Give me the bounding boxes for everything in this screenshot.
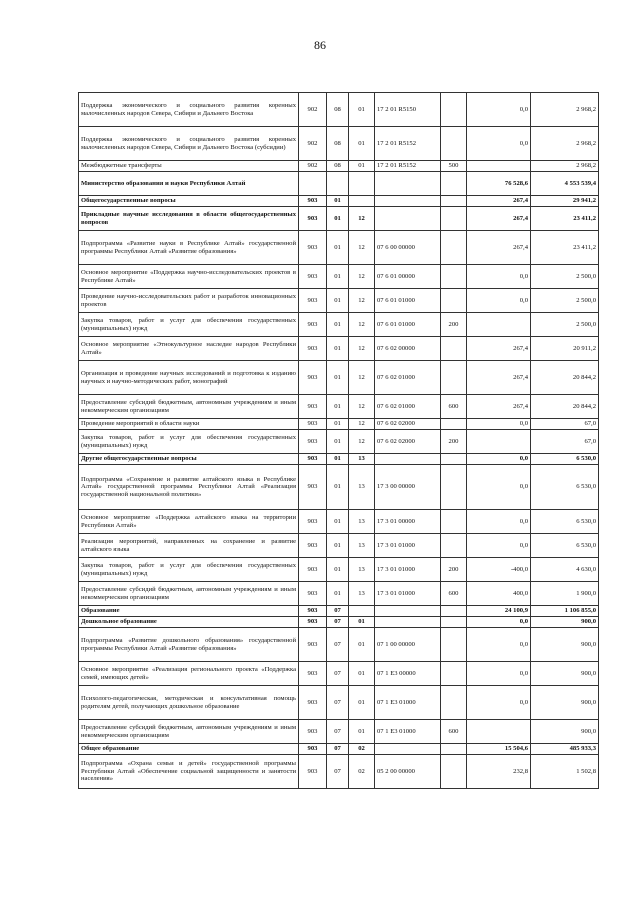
table-row [79,534,599,558]
table-row [79,510,599,534]
ministry-code: 903 [299,430,327,454]
ministry-code: 903 [299,582,327,606]
total-amount: 2 500,0 [531,265,599,289]
subsection-code: 13 [349,510,375,534]
target-article-code: 07 6 02 02000 [375,419,441,430]
expense-type-code [441,127,467,161]
row-name: Закупка товаров, работ и услуг для обеспечения государственных (муниципальных) нужд [79,558,299,582]
table-row [79,207,599,231]
subsection-code: 12 [349,313,375,337]
change-amount: -400,0 [467,558,531,582]
section-code: 08 [327,93,349,127]
row-name: Подпрограмма «Развитие науки в Республике Алтай» государственной программы Республики Алтай «Развитие образования» [79,231,299,265]
subsection-code: 12 [349,231,375,265]
expense-type-code [441,207,467,231]
section-code: 01 [327,289,349,313]
table-row [79,454,599,465]
ministry-code: 903 [299,686,327,720]
subsection-code: 12 [349,265,375,289]
total-amount: 900,0 [531,720,599,744]
expense-type-code [441,93,467,127]
subsection-code: 12 [349,289,375,313]
section-code: 08 [327,161,349,172]
row-name: Образование [79,606,299,617]
total-amount: 2 500,0 [531,313,599,337]
ministry-code: 903 [299,207,327,231]
ministry-code: 903 [299,265,327,289]
table-row [79,617,599,628]
row-name: Основное мероприятие «Этнокультурное наследие народов Республики Алтай» [79,337,299,361]
row-name: Проведение научно-исследовательских работ и разработок инновационных проектов [79,289,299,313]
total-amount: 23 411,2 [531,231,599,265]
row-name: Межбюджетные трансферты [79,161,299,172]
ministry-code: 902 [299,93,327,127]
expense-type-code: 200 [441,558,467,582]
row-name: Общегосударственные вопросы [79,196,299,207]
expense-type-code [441,755,467,789]
expense-type-code: 200 [441,313,467,337]
table-row [79,361,599,395]
table-row [79,582,599,606]
expense-type-code [441,337,467,361]
target-article-code: 07 6 01 01000 [375,289,441,313]
target-article-code: 07 1 E3 01000 [375,686,441,720]
total-amount: 1 900,0 [531,582,599,606]
table-row [79,161,599,172]
subsection-code: 02 [349,755,375,789]
table-row [79,558,599,582]
row-name: Закупка товаров, работ и услуг для обеспечения государственных (муниципальных) нужд [79,313,299,337]
subsection-code: 12 [349,419,375,430]
budget-table [78,92,599,789]
section-code: 07 [327,617,349,628]
total-amount: 485 933,3 [531,744,599,755]
target-article-code: 17 2 01 R5150 [375,93,441,127]
expense-type-code [441,465,467,510]
table-row [79,465,599,510]
target-article-code: 07 6 02 01000 [375,361,441,395]
subsection-code: 12 [349,337,375,361]
total-amount: 29 941,2 [531,196,599,207]
table-row [79,720,599,744]
total-amount: 6 530,0 [531,454,599,465]
ministry-code: 903 [299,662,327,686]
target-article-code: 17 2 01 R5152 [375,161,441,172]
total-amount: 900,0 [531,617,599,628]
subsection-code: 02 [349,744,375,755]
expense-type-code [441,606,467,617]
expense-type-code [441,454,467,465]
table-row [79,744,599,755]
row-name: Подпрограмма «Охрана семьи и детей» государственной программы Республики Алтай «Обеспечение социальной защищенности и занятости населения» [79,755,299,789]
section-code: 01 [327,361,349,395]
table-row [79,289,599,313]
total-amount: 67,0 [531,419,599,430]
subsection-code [349,606,375,617]
change-amount: 267,4 [467,196,531,207]
change-amount: 0,0 [467,127,531,161]
target-article-code: 07 6 00 00000 [375,231,441,265]
total-amount: 23 411,2 [531,207,599,231]
expense-type-code [441,617,467,628]
target-article-code [375,454,441,465]
subsection-code: 12 [349,361,375,395]
change-amount: 400,0 [467,582,531,606]
expense-type-code: 200 [441,430,467,454]
table-row [79,395,599,419]
expense-type-code [441,510,467,534]
target-article-code [375,196,441,207]
change-amount: 0,0 [467,454,531,465]
ministry-code: 903 [299,231,327,265]
subsection-code: 12 [349,430,375,454]
row-name: Дошкольное образование [79,617,299,628]
change-amount: 267,4 [467,231,531,265]
section-code: 01 [327,419,349,430]
change-amount [467,430,531,454]
ministry-code: 903 [299,720,327,744]
subsection-code [349,196,375,207]
target-article-code [375,207,441,231]
table-row [79,127,599,161]
expense-type-code: 500 [441,161,467,172]
ministry-code: 903 [299,289,327,313]
total-amount: 6 530,0 [531,510,599,534]
section-code: 07 [327,628,349,662]
target-article-code: 05 2 00 00000 [375,755,441,789]
row-name: Предоставление субсидий бюджетным, автономным учреждениям и иным некоммерческим организациям [79,395,299,419]
total-amount: 20 844,2 [531,395,599,419]
row-name: Проведение мероприятий в области науки [79,419,299,430]
section-code: 07 [327,686,349,720]
section-code: 01 [327,454,349,465]
table-row [79,606,599,617]
ministry-code: 903 [299,558,327,582]
section-code: 07 [327,744,349,755]
row-name: Другие общегосударственные вопросы [79,454,299,465]
target-article-code: 07 6 01 01000 [375,313,441,337]
target-article-code: 17 3 01 01000 [375,534,441,558]
ministry-code: 903 [299,395,327,419]
expense-type-code [441,172,467,196]
ministry-code: 903 [299,744,327,755]
section-code [327,172,349,196]
row-name: Подпрограмма «Развитие дошкольного образования» государственной программы Республики Алтай «Развитие образования» [79,628,299,662]
change-amount: 0,0 [467,465,531,510]
subsection-code: 01 [349,617,375,628]
total-amount: 67,0 [531,430,599,454]
row-name: Предоставление субсидий бюджетным, автономным учреждениям и иным некоммерческим организациям [79,720,299,744]
section-code: 08 [327,127,349,161]
subsection-code: 01 [349,662,375,686]
table-row [79,686,599,720]
total-amount: 1 502,8 [531,755,599,789]
subsection-code: 12 [349,207,375,231]
row-name: Министерство образования и науки Республики Алтай [79,172,299,196]
expense-type-code [441,231,467,265]
section-code: 07 [327,662,349,686]
change-amount: 267,4 [467,337,531,361]
change-amount: 267,4 [467,207,531,231]
row-name: Подпрограмма «Сохранение и развитие алтайского языка в Республике Алтай» государственной программы Республики Алтай «Реализация государственной национальной политики» [79,465,299,510]
row-name: Поддержка экономического и социального развития коренных малочисленных народов Севера, Сибири и Дальнего Востока (субсидии) [79,127,299,161]
ministry-code: 903 [299,337,327,361]
ministry-code: 903 [299,617,327,628]
table-row [79,419,599,430]
target-article-code [375,606,441,617]
target-article-code: 07 6 02 00000 [375,337,441,361]
table-row [79,337,599,361]
change-amount: 0,0 [467,289,531,313]
section-code: 01 [327,465,349,510]
ministry-code: 903 [299,419,327,430]
total-amount: 900,0 [531,662,599,686]
subsection-code: 13 [349,534,375,558]
ministry-code: 903 [299,465,327,510]
section-code: 07 [327,720,349,744]
table-row [79,755,599,789]
change-amount: 76 528,6 [467,172,531,196]
ministry-code: 903 [299,510,327,534]
total-amount: 6 530,0 [531,465,599,510]
total-amount: 20 911,2 [531,337,599,361]
target-article-code: 07 1 E3 01000 [375,720,441,744]
subsection-code [349,172,375,196]
page-number: 86 [314,38,326,52]
section-code: 01 [327,510,349,534]
subsection-code: 13 [349,454,375,465]
change-amount: 0,0 [467,265,531,289]
ministry-code: 902 [299,127,327,161]
expense-type-code: 600 [441,395,467,419]
section-code: 01 [327,534,349,558]
expense-type-code [441,196,467,207]
row-name: Прикладные научные исследования в области общегосударственных вопросов [79,207,299,231]
section-code: 01 [327,207,349,231]
target-article-code: 07 6 01 00000 [375,265,441,289]
ministry-code: 903 [299,454,327,465]
ministry-code: 903 [299,313,327,337]
table-row [79,430,599,454]
table-row [79,231,599,265]
change-amount [467,313,531,337]
ministry-code: 903 [299,606,327,617]
change-amount: 267,4 [467,395,531,419]
change-amount: 232,8 [467,755,531,789]
change-amount: 0,0 [467,510,531,534]
section-code: 01 [327,395,349,419]
change-amount: 0,0 [467,419,531,430]
total-amount: 4 553 539,4 [531,172,599,196]
section-code: 07 [327,755,349,789]
change-amount: 0,0 [467,617,531,628]
ministry-code: 903 [299,755,327,789]
target-article-code: 17 3 01 01000 [375,582,441,606]
table-row [79,662,599,686]
expense-type-code: 600 [441,582,467,606]
target-article-code [375,172,441,196]
change-amount: 0,0 [467,686,531,720]
expense-type-code [441,744,467,755]
subsection-code: 12 [349,395,375,419]
table-row [79,313,599,337]
subsection-code: 01 [349,628,375,662]
row-name: Предоставление субсидий бюджетным, автономным учреждениям и иным некоммерческим организациям [79,582,299,606]
expense-type-code [441,265,467,289]
row-name: Закупка товаров, работ и услуг для обеспечения государственных (муниципальных) нужд [79,430,299,454]
target-article-code [375,617,441,628]
row-name: Психолого-педагогическая, методическая и консультативная помощь родителям детей, получающих дошкольное образование [79,686,299,720]
subsection-code: 01 [349,161,375,172]
subsection-code: 01 [349,686,375,720]
expense-type-code [441,662,467,686]
row-name: Основное мероприятие «Поддержка научно-исследовательских проектов в Республике Алтай» [79,265,299,289]
change-amount [467,720,531,744]
target-article-code: 07 6 02 01000 [375,395,441,419]
subsection-code: 13 [349,558,375,582]
subsection-code: 13 [349,465,375,510]
total-amount: 20 844,2 [531,361,599,395]
row-name: Общее образование [79,744,299,755]
total-amount: 4 630,0 [531,558,599,582]
ministry-code: 903 [299,361,327,395]
change-amount: 15 504,6 [467,744,531,755]
ministry-code: 903 [299,628,327,662]
row-name: Реализация мероприятий, направленных на сохранение и развитие алтайского языка [79,534,299,558]
section-code: 01 [327,582,349,606]
row-name: Основное мероприятие «Реализация регионального проекта «Поддержка семей, имеющих детей» [79,662,299,686]
change-amount [467,161,531,172]
ministry-code: 903 [299,196,327,207]
total-amount: 2 968,2 [531,93,599,127]
total-amount: 900,0 [531,628,599,662]
section-code: 01 [327,196,349,207]
expense-type-code [441,361,467,395]
table-row [79,265,599,289]
ministry-code [299,172,327,196]
change-amount: 0,0 [467,662,531,686]
target-article-code: 07 6 02 02000 [375,430,441,454]
expense-type-code [441,419,467,430]
change-amount: 0,0 [467,93,531,127]
target-article-code: 17 2 01 R5152 [375,127,441,161]
row-name: Поддержка экономического и социального развития коренных малочисленных народов Севера, Сибири и Дальнего Востока [79,93,299,127]
change-amount: 0,0 [467,628,531,662]
ministry-code: 903 [299,534,327,558]
expense-type-code: 600 [441,720,467,744]
row-name: Основное мероприятие «Поддержка алтайского языка на территории Республики Алтай» [79,510,299,534]
target-article-code: 17 3 01 01000 [375,558,441,582]
change-amount: 267,4 [467,361,531,395]
table-row [79,628,599,662]
expense-type-code [441,534,467,558]
section-code: 01 [327,313,349,337]
target-article-code: 17 3 01 00000 [375,510,441,534]
ministry-code: 902 [299,161,327,172]
subsection-code: 13 [349,582,375,606]
total-amount: 2 968,2 [531,161,599,172]
section-code: 01 [327,430,349,454]
total-amount: 2 500,0 [531,289,599,313]
subsection-code: 01 [349,720,375,744]
total-amount: 6 530,0 [531,534,599,558]
table-row [79,196,599,207]
change-amount: 0,0 [467,534,531,558]
expense-type-code [441,289,467,313]
total-amount: 1 106 855,0 [531,606,599,617]
section-code: 01 [327,231,349,265]
total-amount: 900,0 [531,686,599,720]
total-amount: 2 968,2 [531,127,599,161]
expense-type-code [441,686,467,720]
subsection-code: 01 [349,127,375,161]
table-row [79,172,599,196]
change-amount: 24 100,9 [467,606,531,617]
section-code: 01 [327,265,349,289]
target-article-code: 07 1 00 00000 [375,628,441,662]
section-code: 01 [327,337,349,361]
target-article-code: 07 1 E3 00000 [375,662,441,686]
subsection-code: 01 [349,93,375,127]
target-article-code: 17 3 00 00000 [375,465,441,510]
section-code: 01 [327,558,349,582]
target-article-code [375,744,441,755]
expense-type-code [441,628,467,662]
table-row [79,93,599,127]
row-name: Организация и проведение научных исследований и подготовка к изданию научных и научно-методических работ, монографий [79,361,299,395]
section-code: 07 [327,606,349,617]
